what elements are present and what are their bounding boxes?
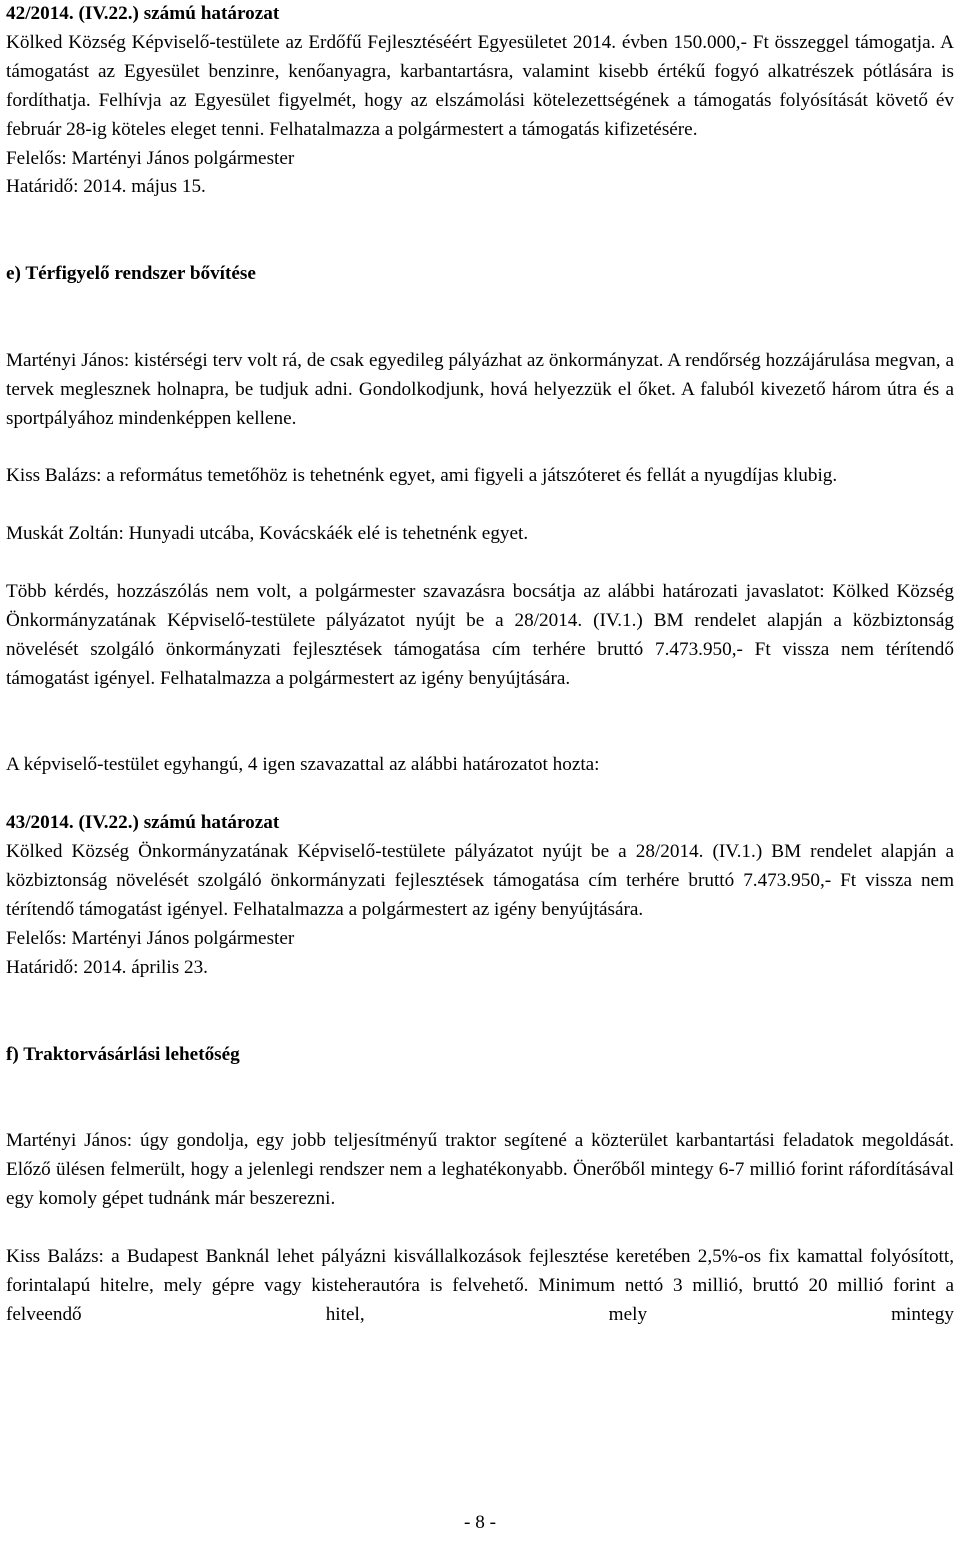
section-e-paragraph-1: Martényi János: kistérségi terv volt rá, de csak egyedileg pályázhat az önkormányzat. A rendőrség hozzájárulása megvan, a tervek meglesznek holnapra, be tudjuk adni. Gondolkodjunk, hová helyezzük el őket. A faluból kivezető három útra és a sportpályához mindenképpen kellene. [6, 349, 954, 429]
section-e-paragraph-4: Több kérdés, hozzászólás nem volt, a polgármester szavazásra bocsátja az alábbi határozati javaslatot: Kölked Község Önkormányzatának Képviselő-testülete pályázatot nyújt be a 28/2014. (IV.1.) BM rendelet alapján a közbiztonság növelését szolgáló önkormányzati fejlesztések támogatása cím terhére bruttó 7.473.950,- Ft vissza nem térítendő támogatást igényel. Felhatalmazza a polgármestert az igény benyújtására. [6, 581, 954, 689]
spacer [6, 1069, 954, 1127]
spacer [6, 780, 954, 809]
resolution-43-body: Kölked Község Önkormányzatának Képviselő-testülete pályázatot nyújt be a 28/2014. (IV.1.) BM rendelet alapján a közbiztonság növelését szolgáló önkormányzati fejlesztések támogatása cím terhére bruttó 7.473.950,- Ft vissza nem térítendő támogatást igényel. Felhatalmazza a polgármestert az igény benyújtására. [6, 841, 954, 920]
spacer [6, 1214, 954, 1243]
resolution-42-body: Kölked Község Képviselő-testülete az Erdőfű Fejlesztéséért Egyesületet 2014. évben 150.000,- Ft összeggel támogatja. A támogatást az Egyesület benzinre, kenőanyagra, karbantartásra, valamint kisebb értékű fogyó alkatrészek pótlására is fordíthatja. Felhívja az Egyesület figyelmét, hogy az elszámolási kötelezettségének a támogatás folyósítását követő év február 28-ig köteles eleget tenni. Felhatalmazza a polgármestert a támogatás kifizetésére. [6, 31, 954, 140]
spacer [6, 289, 954, 347]
section-f-paragraph-2: Kiss Balázs: a Budapest Banknál lehet pályázni kisvállalkozások fejlesztése keretében 2,5%-os fix kamattal folyósított, forintalapú hitelre, mely gépre vagy kisteherautóra is felvehető. Minimum nettó 3 millió, bruttó 20 millió forint a felveendő hitel, mely mintegy [6, 1245, 954, 1325]
section-e-paragraph-2: Kiss Balázs: a református temetőhöz is tehetnénk egyet, ami figyeli a játszóteret és fellát a nyugdíjas klubig. [6, 465, 838, 487]
section-e-vote: A képviselő-testület egyhangú, 4 igen szavazattal az alábbi határozatot hozta: [6, 754, 600, 776]
resolution-43-responsible: Felelős: Martényi János polgármester [6, 927, 295, 949]
resolution-42-responsible: Felelős: Martényi János polgármester [6, 147, 295, 169]
page-number: - 8 - [464, 1512, 496, 1533]
section-f-paragraph-1: Martényi János: úgy gondolja, egy jobb teljesítményű traktor segítené a közterület karbantartási feladatok megoldását. Előző ülésen felmerült, hogy a jelenlegi rendszer nem a leghatékonyabb. Önerőből mintegy 6-7 millió forint ráfordításával egy komoly gépet tudnánk már beszerezni. [6, 1130, 954, 1210]
spacer [6, 694, 954, 752]
resolution-43-deadline: Határidő: 2014. április 23. [6, 956, 208, 978]
section-f-heading: f) Traktorvásárlási lehetőség [6, 1043, 240, 1065]
section-e-paragraph-3: Muskát Zoltán: Hunyadi utcába, Kovácskáék elé is tehetnénk egyet. [6, 523, 529, 545]
spacer [6, 434, 954, 463]
resolution-43-title: 43/2014. (IV.22.) számú határozat [6, 812, 280, 834]
spacer [6, 983, 954, 1041]
spacer [6, 202, 954, 260]
spacer [6, 549, 954, 578]
resolution-42-title: 42/2014. (IV.22.) számú határozat [6, 3, 280, 24]
spacer [6, 491, 954, 520]
section-e-heading: e) Térfigyelő rendszer bővítése [6, 263, 256, 285]
resolution-42-deadline: Határidő: 2014. május 15. [6, 176, 206, 198]
